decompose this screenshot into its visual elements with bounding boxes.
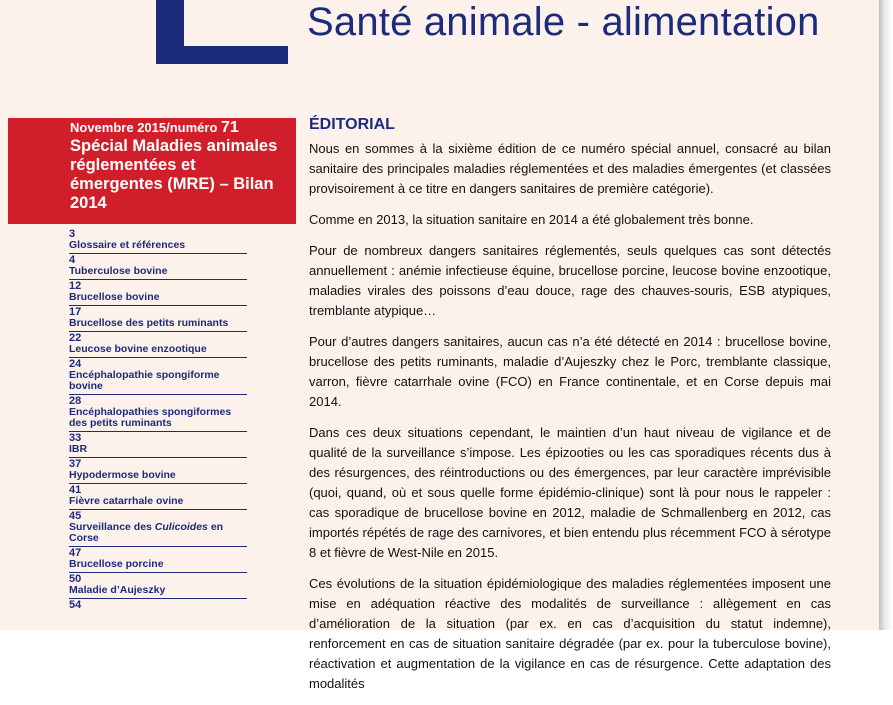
toc-item[interactable] bbox=[69, 432, 247, 458]
toc-item[interactable] bbox=[69, 547, 247, 573]
toc-entry-title: Brucellose des petits ruminants bbox=[69, 317, 229, 329]
toc-page-number: 41 bbox=[69, 484, 82, 496]
toc-item[interactable] bbox=[69, 228, 247, 254]
toc-item[interactable] bbox=[69, 306, 247, 332]
page-edge-shadow bbox=[879, 0, 893, 630]
toc-entry-title: Tuberculose bovine bbox=[69, 265, 168, 277]
editorial-heading: ÉDITORIAL bbox=[309, 116, 395, 133]
issue-date-label: Novembre 2015/numéro bbox=[70, 120, 218, 135]
toc-item[interactable] bbox=[69, 458, 247, 484]
toc-item[interactable] bbox=[69, 332, 247, 358]
editorial-paragraph: Ces évolutions de la situation épidémiologique des maladies réglementées imposent une mise en adéquation réactive des modalités de surveillance : allègement en cas d’amélioration de la situation (par ex. en cas d’acquisition du statut indemne), renforcement en cas de situation sanitaire dégradée (par ex. pour la tuberculose bovine), réactivation et augmentation de la vigilance en cas de résurgence. Cette adaptation des modalités bbox=[309, 576, 831, 691]
toc-item[interactable] bbox=[69, 280, 247, 306]
toc-page-number: 12 bbox=[69, 280, 82, 292]
toc-title-part: en Corse bbox=[69, 521, 224, 544]
editorial-paragraph: Pour d’autres dangers sanitaires, aucun cas n’a été détecté en 2014 : brucellose bovine, brucellose des petits ruminants, maladie d’Aujeszky chez le Porc, tremblante classique, varron, fièvre catarrhale ovine (FCO) en France continentale, et en Corse depuis mai 2014. bbox=[309, 334, 831, 409]
toc-page-number: 4 bbox=[69, 254, 76, 266]
editorial bbox=[309, 116, 831, 705]
toc-page-number: 50 bbox=[69, 573, 82, 585]
toc-page-number: 28 bbox=[69, 395, 82, 407]
toc-item[interactable] bbox=[69, 510, 247, 547]
toc-entry-title: Encéphalopathies spongiformes des petits ruminants bbox=[69, 406, 232, 429]
toc-entry-title: Maladie d’Aujeszky bbox=[69, 584, 166, 596]
toc-item[interactable] bbox=[69, 254, 247, 280]
editorial-paragraph: Nous en sommes à la sixième édition de ce numéro spécial annuel, consacré au bilan sanitaire des principales maladies réglementées et des maladies émergentes (et classées provisoirement à ce titre en dangers sanitaires de première catégorie). bbox=[309, 141, 831, 196]
issue-box bbox=[8, 118, 296, 224]
toc-page-number: 17 bbox=[69, 306, 82, 318]
toc-title-part: Surveillance des bbox=[69, 521, 155, 533]
toc-page-number: 33 bbox=[69, 432, 82, 444]
toc-item[interactable] bbox=[69, 395, 247, 432]
toc-entry-title: Hypodermose bovine bbox=[69, 469, 176, 481]
toc-item[interactable] bbox=[69, 484, 247, 510]
toc-title-italic: Culicoides bbox=[154, 521, 208, 533]
toc-page-number: 45 bbox=[69, 510, 82, 522]
toc-entry-title: Encéphalopathie spongiforme bovine bbox=[69, 369, 220, 392]
toc-page-number: 37 bbox=[69, 458, 82, 470]
issue-number: 71 bbox=[221, 119, 239, 136]
toc-item[interactable] bbox=[69, 599, 247, 611]
toc-page-number: 3 bbox=[69, 228, 76, 240]
toc-item[interactable] bbox=[69, 358, 247, 395]
editorial-paragraph: Pour de nombreux dangers sanitaires réglementés, seuls quelques cas sont détectés annuellement : anémie infectieuse équine, brucellose porcine, leucose bovine enzootique, maladies virales des poissons d’eau douce, rage des chauves-souris, ESB atypiques, tremblante atypique… bbox=[309, 243, 831, 318]
toc-entry-title: IBR bbox=[69, 443, 88, 455]
issue-title: Spécial Maladies animales réglementées et émergentes (MRE) – Bilan 2014 bbox=[70, 137, 278, 212]
toc-page-number: 54 bbox=[69, 599, 82, 611]
toc-page-number: 22 bbox=[69, 332, 82, 344]
editorial-paragraph: Comme en 2013, la situation sanitaire en 2014 a été globalement très bonne. bbox=[309, 212, 754, 227]
editorial-paragraph: Dans ces deux situations cependant, le maintien d’un haut niveau de vigilance et de qualité de la surveillance s’impose. Les épizooties ou les cas sporadiques récents dus à des résurgences, des réintroductions ou des émergences, par leur caractère imprévisible (quoi, quand, où et sous quelle forme épidémio-clinique) sont là pour nous le rappeler : cas sporadique de brucellose bovine en 2012, maladie de Schmallenberg en 2012, cas importés répétés de rage des carnivores, et bien entendu plus récemment FCO à sérotype 8 et fièvre de West-Nile en 2015. bbox=[309, 425, 831, 560]
toc-page-number: 47 bbox=[69, 547, 82, 559]
page-title: Santé animale - alimentation bbox=[307, 0, 820, 44]
toc-entry-title: Glossaire et références bbox=[69, 239, 186, 251]
toc-item[interactable] bbox=[69, 573, 247, 599]
toc-entry-title: Leucose bovine enzootique bbox=[69, 343, 207, 355]
issue-line bbox=[70, 119, 239, 137]
toc-entry-title: Brucellose porcine bbox=[69, 558, 164, 570]
toc-entry-title: Brucellose bovine bbox=[69, 291, 160, 303]
logo-letter-e bbox=[156, 0, 288, 64]
toc-entry-title: Fièvre catarrhale ovine bbox=[69, 495, 184, 507]
toc-page-number: 24 bbox=[69, 358, 82, 370]
toc-entry-title bbox=[69, 522, 247, 546]
logo-bar bbox=[156, 46, 288, 64]
table-of-contents bbox=[69, 228, 247, 611]
